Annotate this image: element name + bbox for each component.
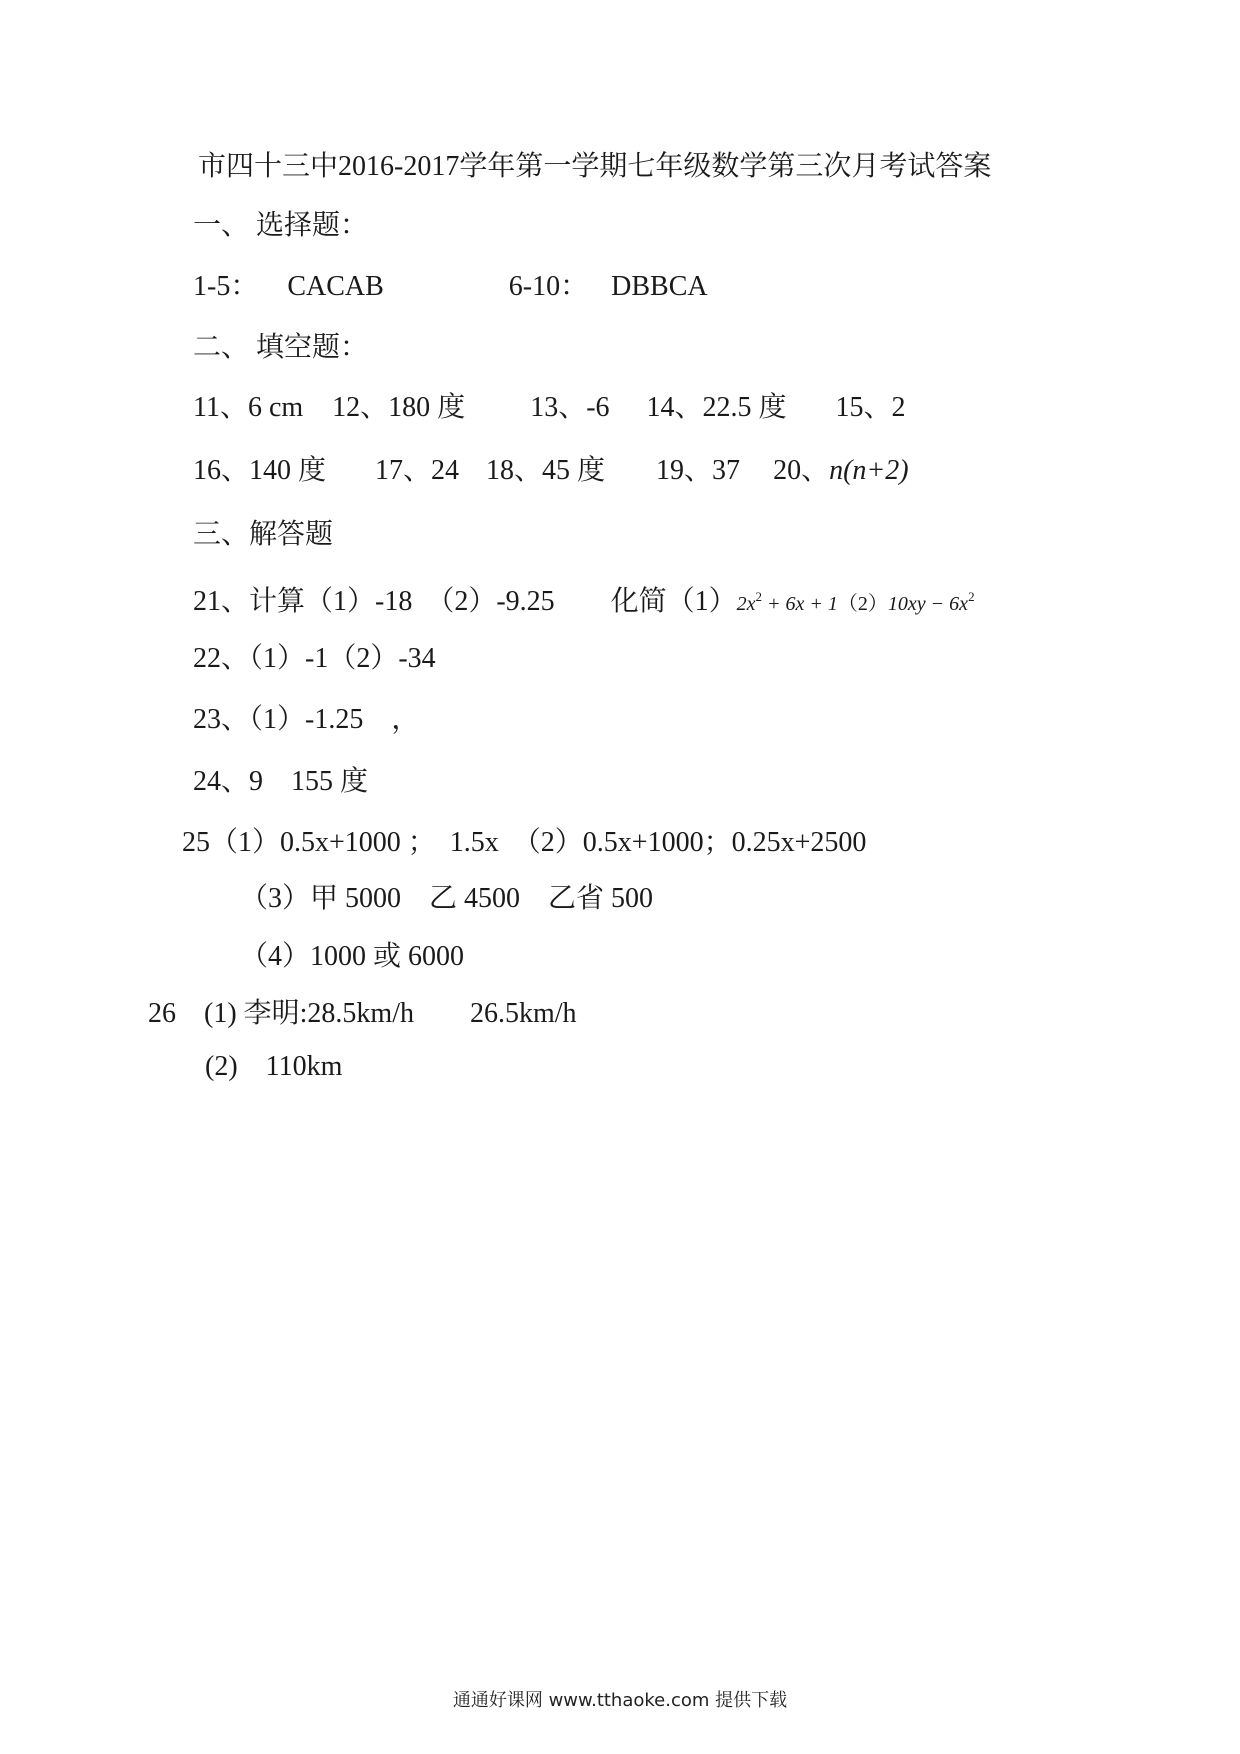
fill-row-1	[193, 391, 906, 425]
answer-19: 19、37	[656, 455, 741, 486]
answer-20-expression: n(n+2)	[829, 455, 909, 486]
answer-22: 22、（1）-1（2）-34	[193, 643, 436, 674]
page-title: 市四十三中2016-2017学年第一学期七年级数学第三次月考试答案	[198, 151, 992, 182]
footer-credit: 通通好课网 www.tthaoke.com 提供下载	[452, 1690, 788, 1711]
answer-25-line-3: （3）甲 5000 乙 4500 乙省 500	[240, 883, 654, 914]
answer-20: 20、	[773, 455, 830, 486]
choice-label-1: 1-5：	[193, 271, 259, 302]
answer-12: 12、180 度	[332, 392, 466, 423]
answer-21-expr-2: $10xy - 6x^2$	[887, 589, 975, 615]
answer-25-line-4: （4）1000 或 6000	[240, 941, 465, 972]
answer-26-line-1: 26 (1) 李明:28.5km/h 26.5km/h	[148, 998, 577, 1029]
answer-16: 16、140 度	[193, 455, 327, 486]
choice-row	[193, 270, 708, 304]
answer-11: 11、6 cm	[193, 392, 304, 423]
section3-heading: 三、解答题	[193, 519, 334, 550]
answer-13: 13、-6	[530, 392, 610, 423]
choice-label-2: 6-10：	[508, 271, 589, 302]
answer-25-line-1: 25（1）0.5x+1000 ； 1.5x （2）0.5x+1000；0.25x+2500	[182, 827, 867, 858]
answer-21-expr-1: $2x^2 + 6x + 1$	[736, 589, 838, 615]
section2-heading: 二、 填空题：	[193, 332, 369, 363]
answer-21	[193, 580, 975, 621]
answer-17: 17、24	[375, 455, 460, 486]
answer-21-text: 21、计算（1）-18 （2）-9.25 化简（1）	[193, 586, 737, 617]
answer-21-mid: （2）	[837, 593, 888, 615]
answer-18: 18、45 度	[486, 455, 606, 486]
choice-answers-1: CACAB	[287, 271, 384, 302]
choice-answers-2: DBBCA	[611, 271, 708, 302]
section1-heading: 一、 选择题：	[193, 210, 369, 241]
fill-row-2	[193, 454, 909, 488]
answer-26-line-2: (2) 110km	[205, 1051, 343, 1082]
answer-23: 23、（1）-1.25 ，	[193, 704, 420, 735]
answer-14: 14、22.5 度	[646, 392, 787, 423]
answer-15: 15、2	[835, 392, 906, 423]
answer-24: 24、9 155 度	[193, 766, 369, 797]
